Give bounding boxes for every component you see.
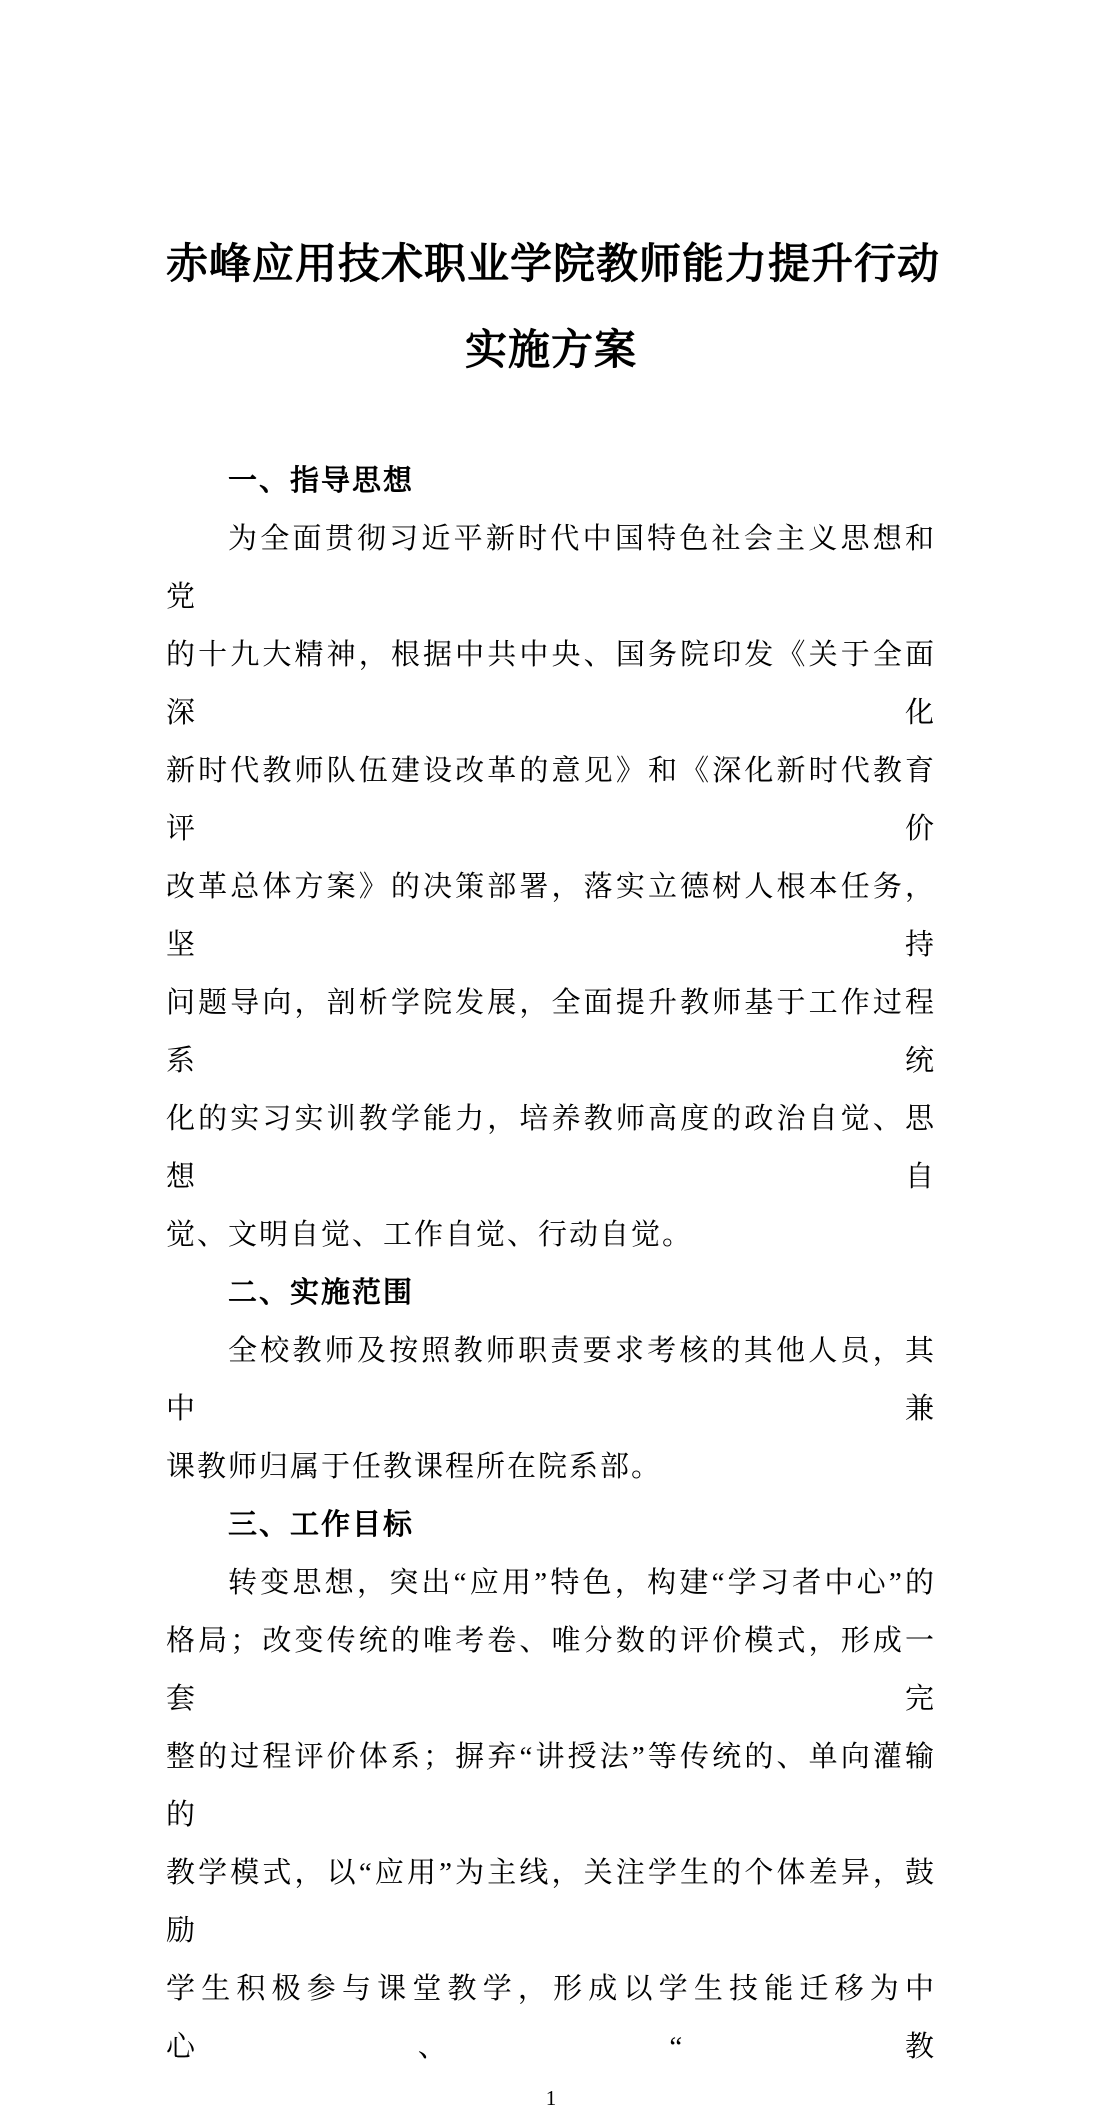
section-heading-guiding-ideology: 一、指导思想 [228, 465, 415, 497]
document-body [166, 452, 936, 2076]
body-line: 格局；改变传统的唯考卷、唯分数的评价模式，形成一套完 [166, 1625, 936, 1715]
body-line: 转变思想，突出“应用”特色，构建“学习者中心”的 [228, 1567, 936, 1599]
body-line: 学生积极参与课堂教学，形成以学生技能迁移为中心、“教 [166, 1973, 936, 2063]
body-line: 问题导向，剖析学院发展，全面提升教师基于工作过程系统 [166, 987, 936, 1077]
body-line: 全校教师及按照教师职责要求考核的其他人员，其中兼 [166, 1335, 936, 1425]
body-line: 课教师归属于任教课程所在院系部。 [166, 1451, 663, 1483]
document-title [166, 0, 941, 394]
section-heading-work-goals: 三、工作目标 [228, 1509, 415, 1541]
document-title-line-2: 实施方案 [464, 328, 637, 374]
body-line: 新时代教师队伍建设改革的意见》和《深化新时代教育评价 [166, 755, 936, 845]
body-line: 教学模式，以“应用”为主线，关注学生的个体差异，鼓励 [166, 1857, 936, 1947]
body-line: 为全面贯彻习近平新时代中国特色社会主义思想和党 [166, 523, 936, 613]
body-line: 觉、文明自觉、工作自觉、行动自觉。 [166, 1219, 694, 1251]
document-title-line-1: 赤峰应用技术职业学院教师能力提升行动 [166, 242, 941, 288]
body-line: 整的过程评价体系；摒弃“讲授法”等传统的、单向灌输的 [166, 1741, 936, 1831]
body-line: 改革总体方案》的决策部署，落实立德树人根本任务，坚持 [166, 871, 936, 961]
body-line: 化的实习实训教学能力，培养教师高度的政治自觉、思想自 [166, 1103, 936, 1193]
section-heading-implementation-scope: 二、实施范围 [228, 1277, 415, 1309]
page-number: 1 [545, 2086, 557, 2110]
body-line: 的十九大精神，根据中共中央、国务院印发《关于全面深化 [166, 639, 936, 729]
